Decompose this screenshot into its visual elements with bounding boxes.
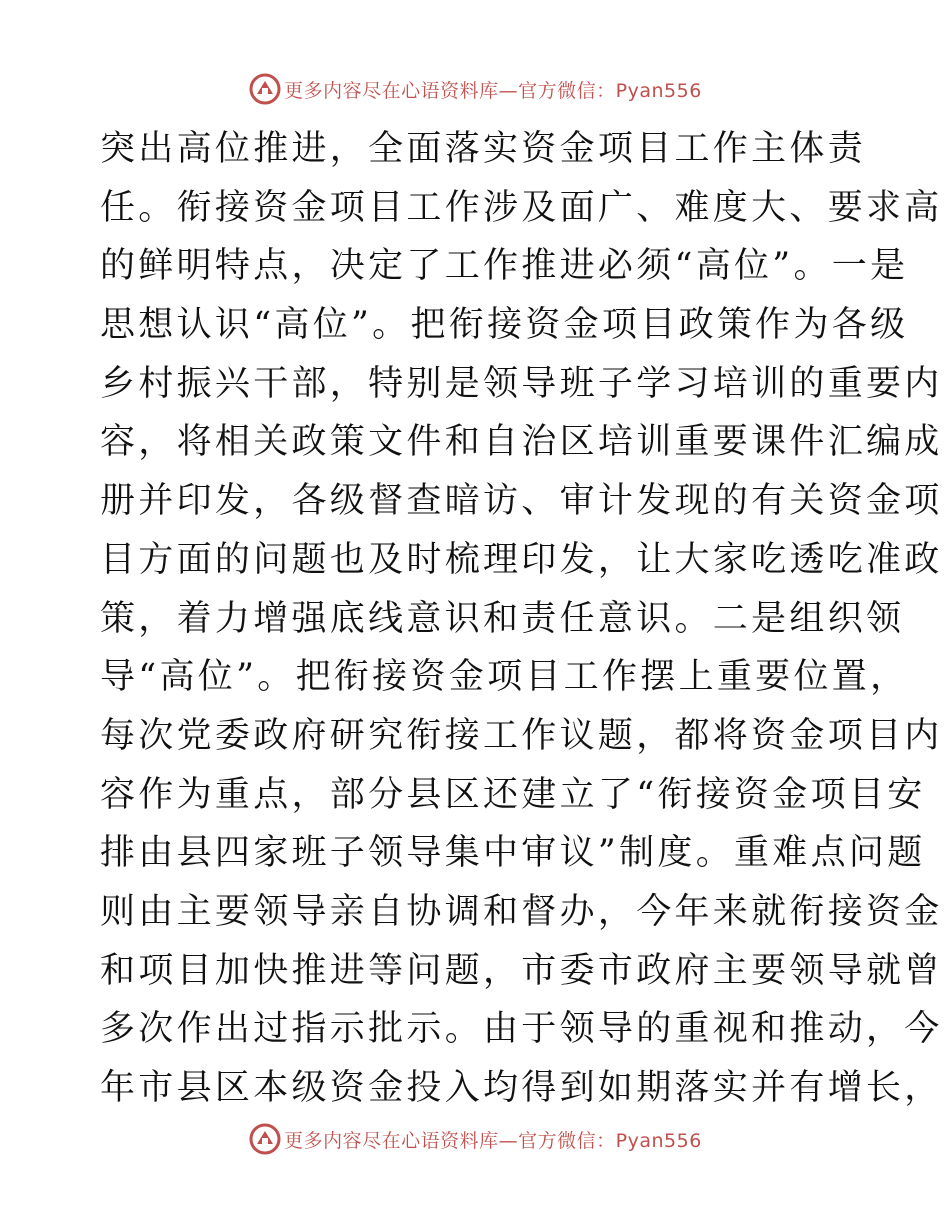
body-line: 目方面的问题也及时梳理印发，让大家吃透吃准政 bbox=[100, 539, 943, 580]
body-line: 容作为重点，部分县区还建立了“衔接资金项目安 bbox=[100, 774, 926, 815]
body-line: 每次党委政府研究衔接工作议题，都将资金项目内 bbox=[100, 715, 943, 756]
footer-watermark-text: 更多内容尽在心语资料库—官方微信：Pyan556 bbox=[284, 1129, 702, 1152]
body-line: 和项目加快推进等问题，市委市政府主要领导就曾 bbox=[100, 950, 943, 991]
body-line: 任。衔接资金项目工作涉及面广、难度大、要求高 bbox=[100, 187, 943, 228]
body-line: 思想认识“高位”。把衔接资金项目政策作为各级 bbox=[100, 305, 909, 346]
body-line: 突出高位推进，全面落实资金项目工作主体责 bbox=[100, 129, 867, 169]
body-line: 策，着力增强底线意识和责任意识。二是组织领 bbox=[100, 598, 905, 639]
body-line: 的鲜明特点，决定了工作推进必须“高位”。一是 bbox=[100, 246, 909, 287]
brand-logo-icon bbox=[248, 72, 282, 106]
header-watermark bbox=[0, 72, 950, 106]
body-line: 年市县区本级资金投入均得到如期落实并有增长， bbox=[100, 1068, 943, 1108]
brand-logo-icon bbox=[248, 1122, 282, 1156]
body-line: 多次作出过指示批示。由于领导的重视和推动，今 bbox=[100, 1009, 943, 1050]
footer-watermark bbox=[0, 1122, 950, 1156]
document-body bbox=[100, 120, 943, 1118]
body-line: 册并印发，各级督查暗访、审计发现的有关资金项 bbox=[100, 481, 943, 522]
body-line: 容，将相关政策文件和自治区培训重要课件汇编成 bbox=[100, 422, 943, 463]
header-watermark-text: 更多内容尽在心语资料库—官方微信：Pyan556 bbox=[284, 79, 702, 102]
body-line: 导“高位”。把衔接资金项目工作摆上重要位置， bbox=[100, 657, 909, 698]
body-line: 则由主要领导亲自协调和督办，今年来就衔接资金 bbox=[100, 891, 943, 932]
body-line: 排由县四家班子领导集中审议”制度。重难点问题 bbox=[100, 833, 926, 874]
body-line: 乡村振兴干部，特别是领导班子学习培训的重要内 bbox=[100, 363, 943, 404]
